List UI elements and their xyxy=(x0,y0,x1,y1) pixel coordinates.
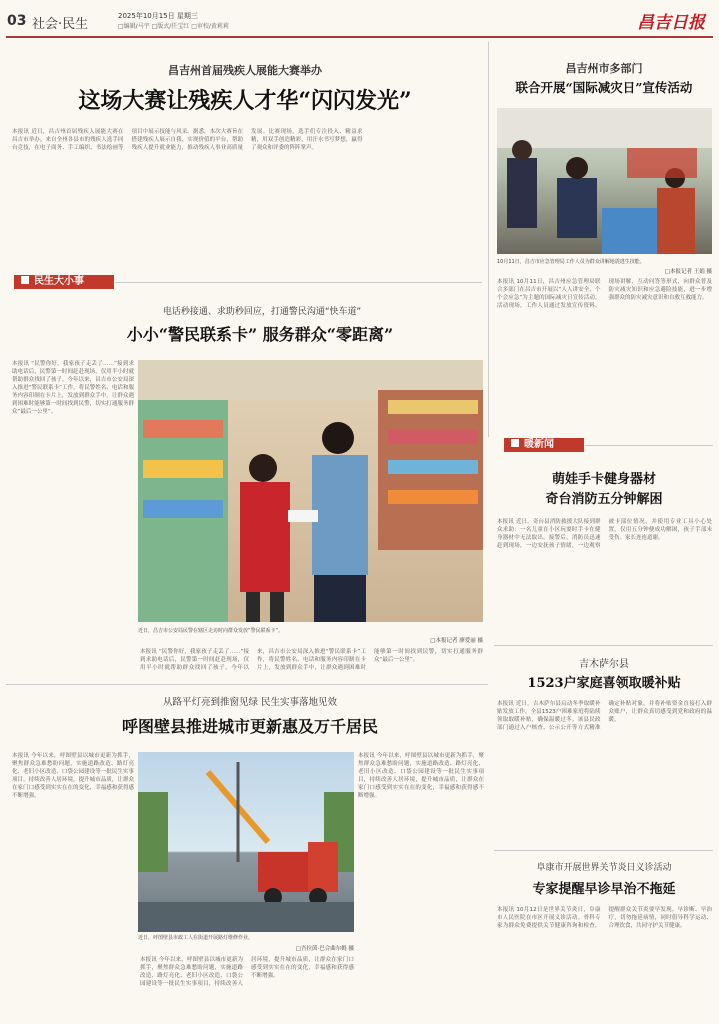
article2-body: 本报讯 “民警你好，我家孩子走丢了……”接到求助电话后，民警第一时间赶赴现场，仅用半小时就帮助群众找回了孩子。今年以来，昌吉市公安局深入推进“警民联系卡”工作，将民警姓名、电话和服务内容印制在卡片上，发放到群众手中，让群众遇到困难时能够第一时间找到民警，切实打通服务群众“最后一公里”。 xyxy=(12,361,134,415)
article5-kicker: 从路平灯亮到推窗见绿 民生实事落地见效 xyxy=(162,697,338,708)
article3-headline-2: 奇台消防五分钟解困 xyxy=(545,492,663,507)
article2-kicker: 电话秒接通、求助秒回应，打通警民沟通“快车道” xyxy=(162,307,362,317)
article6-rule xyxy=(494,850,713,851)
editor-credits: □编辑/马宇 □版式/任宝红 □审校/黄莉莉 xyxy=(118,23,229,30)
article4-rule xyxy=(494,645,713,646)
warm-news-rule xyxy=(585,445,713,446)
newspaper-logo: 昌吉日报 xyxy=(637,13,705,33)
article2-body-cont: 本报讯 “民警你好，我家孩子走丢了……”接到求助电话后，民警第一时间赶赴现场，仅用半小时就帮助群众找回了孩子。今年以来，昌吉市公安局深入推进“警民联系卡”工作，将民警姓名、电话和服务内容印制在卡片上，发放到群众手中，让群众遇到困难时能够第一时间找到民警，切实打通服务群众“最后一公里”。 xyxy=(140,649,483,671)
police-card-photo xyxy=(138,360,483,622)
awareness-photo-illustration xyxy=(497,108,712,254)
section-name: 社会·民生 xyxy=(32,17,89,32)
right-article-region: 昌吉州市多部门 xyxy=(565,62,643,75)
article3-headline-1: 萌娃手卡健身器材 xyxy=(551,472,656,487)
right-article-headline: 联合开展“国际减灾日”宣传活动 xyxy=(515,80,693,95)
street-work-illustration xyxy=(138,752,354,932)
awareness-photo-credit: □本报记者 王娟 摄 xyxy=(664,269,712,275)
street-work-photo xyxy=(138,752,354,932)
section-bar-minsheng xyxy=(14,275,114,289)
article6-region: 阜康市开展世界关节炎日义诊活动 xyxy=(536,863,672,873)
article3-body: 本报讯 近日，奇台县消防救援大队接到群众求助：一名儿童在小区玩耍时手卡在健身器材中无法取出。接警后，消防员迅速赶到现场，一边安抚孩子情绪，一边观察被卡部位情况，并使用专业工具小心处置，仅用五分钟便成功解困，孩子手部未受伤。家长连连道谢。 xyxy=(497,519,712,549)
awareness-photo-caption: 10月11日，昌吉市应急管理局工作人员为群众讲解地震逃生技能。 xyxy=(497,259,645,265)
police-card-illustration xyxy=(138,360,483,622)
article4-headline: 1523户家庭喜领取暖补贴 xyxy=(527,676,681,691)
article5-rule xyxy=(6,684,488,685)
section-bar-warm-marker xyxy=(510,438,520,448)
article5-headline: 呼图壁县推进城市更新惠及万千居民 xyxy=(121,717,378,736)
column-divider xyxy=(488,42,489,437)
article5-body: 本报讯 今年以来，呼图壁县以城市更新为抓手，聚焦群众急难愁盼问题，实施道路改造、路灯亮化、老旧小区改造、口袋公园建设等一批民生实事项目，持续改善人居环境，提升城市品质，让群众在家门口感受到实实在在的变化，幸福感和获得感不断增强。 xyxy=(12,753,134,799)
page-number: 03 xyxy=(7,13,27,29)
article6-headline: 专家提醒早诊早治不拖延 xyxy=(532,882,676,897)
police-photo-credit: □本报记者 廖爱丽 摄 xyxy=(430,638,483,644)
article4-region: 吉木萨尔县 xyxy=(579,659,629,670)
article1-body: 本报讯 近日，昌吉州首届残疾人展能大赛在昌吉市举办。来自全州各县市的残疾人选手同台竞技，在电子商务、手工编织、书法绘画等项目中展示技能与风采。据悉，本次大赛旨在搭建残疾人展示自我、实现价值的平台，帮助残疾人提升就业能力，推动残疾人事业高质量发展。比赛现场，选手们专注投入、精益求精，用双手创造精彩，用汗水书写梦想，赢得了观众和评委的阵阵掌声。 xyxy=(12,129,363,151)
street-photo-credit: □吾拉茵·巴合曲尔姆 摄 xyxy=(295,946,354,952)
police-photo-caption: 近日，昌吉市公安局民警在辖区走访时向群众发放“警民联系卡”。 xyxy=(138,628,284,634)
article6-body: 本报讯 10月12日是世界关节炎日，阜康市人民医院在市区开展义诊活动。骨科专家为群众免费提供关节健康咨询和检查，提醒群众关节炎要早发现、早诊断、早治疗，切勿拖延病情，同时倡导科学运动、合理饮食，共同守护关节健康。 xyxy=(497,907,712,929)
right-article-body: 本报讯 10月11日，昌吉州应急管理局联合多部门在昌吉市开展以“人人讲安全、个个会应急”为主题的国际减灾日宣传活动。活动现场，工作人员通过发放宣传资料、现场讲解、互动问答等形式，向群众普及防灾减灾知识和应急避险技能，进一步增强群众的防灾减灾意识和自救互救能力。 xyxy=(497,279,712,309)
header-rule xyxy=(6,36,713,38)
article2-headline: 小小“警民联系卡” 服务群众“零距离” xyxy=(126,325,394,344)
issue-date: 2025年10月15日 星期三 xyxy=(118,12,198,20)
section-bar-rule xyxy=(115,282,482,283)
section-bar-warm-label: 暖新闻 xyxy=(524,439,554,450)
article5-body-cont: 本报讯 今年以来，呼图壁县以城市更新为抓手，聚焦群众急难愁盼问题，实施道路改造、路灯亮化、老旧小区改造、口袋公园建设等一批民生实事项目，持续改善人居环境，提升城市品质，让群众在家门口感受到实实在在的变化，幸福感和获得感不断增强。 xyxy=(140,957,354,987)
section-bar-label: 民生大小事 xyxy=(34,276,84,287)
awareness-event-photo xyxy=(497,108,712,254)
article1-headline: 这场大赛让残疾人才华“闪闪发光” xyxy=(78,88,412,114)
article1-kicker: 昌吉州首届残疾人展能大赛举办 xyxy=(168,64,322,77)
section-bar-marker xyxy=(20,275,30,285)
street-photo-caption: 近日，呼图壁县市政工人在街道开展路灯维修作业。 xyxy=(138,935,254,941)
section-bar-warm-news xyxy=(504,438,584,452)
article4-body: 本报讯 近日，吉木萨尔县启动冬季取暖补贴发放工作，全县1523户困难家庭将陆续领取取暖补贴，确保温暖过冬。该县民政部门通过入户核查、公示公开等方式精准确定补贴对象，并将补贴资金直接打入群众账户，让群众真切感受到党和政府的温暖。 xyxy=(497,701,712,731)
article5-body-right: 本报讯 今年以来，呼图壁县以城市更新为抓手，聚焦群众急难愁盼问题，实施道路改造、路灯亮化、老旧小区改造、口袋公园建设等一批民生实事项目，持续改善人居环境，提升城市品质，让群众在家门口感受到实实在在的变化，幸福感和获得感不断增强。 xyxy=(358,753,484,799)
